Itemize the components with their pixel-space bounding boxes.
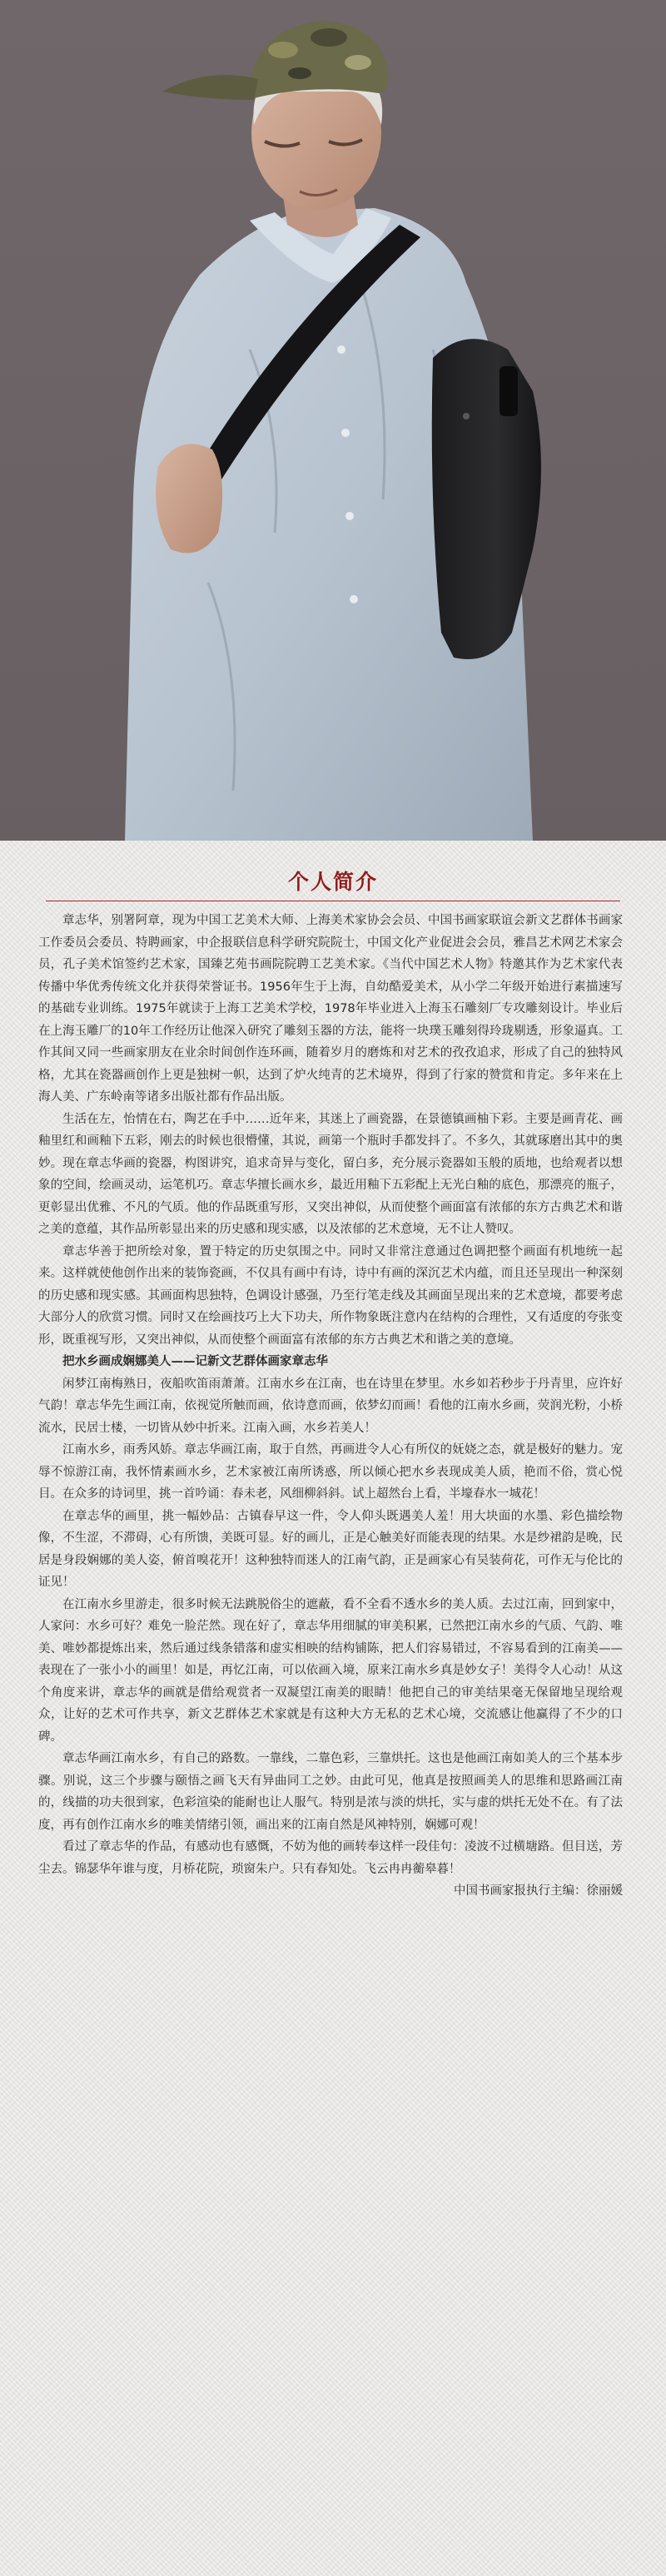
author-signature: 中国书画家报执行主编：徐丽媛 <box>454 1884 623 1898</box>
article-subtitle: 把水乡画成娴娜美人——记新文艺群体画家章志华 <box>62 1355 328 1368</box>
portrait-photo <box>0 0 666 841</box>
article-paragraph: 闲梦江南梅熟日，夜船吹笛雨萧萧。江南水乡在江南，也在诗里在梦里。水乡如若秒步于丹青里，应许好气韵！章志华先生画江南，依视觉所触而画，依诗意而画，依梦幻而画！看他的江南水乡画，荧润光粉，小桥流水，民居士楼，一切皆从妙中折来。江南入画，水乡若美人！ <box>38 1377 623 1435</box>
article-paragraph: 在江南水乡里游走，很多时候无法跳脱俗尘的遮蔽，看不全看不透水乡的美人质。去过江南，回到家中，人家问：水乡可好？难免一脸茫然。现在好了，章志华用细腻的审美积累，已然把江南水乡的气质、气韵、唯美、唯妙都提炼出来，然后通过线条错落和虚实相映的结构铺陈，把人们容易错过，不容易看到的江南美——表现在了一张小小的画里！如是，再忆江南，可以依画入境，原来江南水乡真是妙女子！美得令人心动！从这个角度来讲，章志华的画就是借给观赏者一双凝望江南美的眼睛！他把自己的审美结果毫无保留地呈现给观众，让好的艺术可作共享，新文艺群体艺术家就是有这种大方无私的艺术心境，交流感让他赢得了不少的口碑。 <box>38 1597 623 1744</box>
article-paragraph: 在章志华的画里，挑一幅妙品：古镇春早这一件，令人仰头既遇美人羞！用大块面的水墨、彩色描绘物像，不生涩，不滞碍，心有所馈，美既可显。好的画儿，正是心触美好而能表现的结果。水是纱裙韵是晚，民居是身段娴娜的美人姿，俯首嗅花开！这种独特而迷人的江南气韵，正是画家心有吴装荷花，可作无与伦比的证见！ <box>38 1509 623 1589</box>
bio-paragraph: 章志华善于把所绘对象，置于特定的历史氛围之中。同时又非常注意通过色调把整个画面有机地统一起来。这样就使他创作出来的装饰瓷画，不仅具有画中有诗，诗中有画的深沉艺术内蕴，而且还呈现出一种深刻的历史感和现实感。其画面构思独特，色调设计感强，乃至行笔走线及其画面呈现出来的艺术意境，都要考虑大部分人的欣赏习惯。同时又在绘画技巧上大下功夫，所作物象既注意内在结构的合理性，又有适度的夸张变形，既重视写形，又突出神似，从而使整个画面富有浓郁的东方古典艺术和谐之美的意境。 <box>38 1244 623 1347</box>
article-paragraph: 江南水乡，雨秀风娇。章志华画江南，取于自然，再画进令人心有所仪的妩娆之态，就是极好的魅力。宠辱不惊游江南，我怀情素画水乡，艺术家被江南所诱惑，所以倾心把水乡表现成美人质，艳而不俗，赏心悦目。在众多的诗词里，挑一首吟诵：春未老，风细柳斜斜。试上超然台上看，半壕春水一城花！ <box>38 1443 623 1501</box>
article-paragraph: 章志华画江南水乡，有自己的路数。一靠线，二靠色彩，三靠烘托。这也是他画江南如美人的三个基本步骤。别说，这三个步骤与颐悟之画飞天有异曲同工之妙。由此可见，他真是按照画美人的思维和思路画江南的，线描的功夫很到家，色彩渲染的能耐也让人服气。特别是浓与淡的烘托，实与虚的烘托无处不在。有了法度，再有创作江南水乡的唯美情绪引领，画出来的江南自然是风神特别，娴娜可观！ <box>38 1752 623 1832</box>
bio-paragraph: 生活在左，怡情在右，陶艺在手中……近年来，其迷上了画瓷器，在景德镇画柚下彩。主要是画青花、画釉里红和画釉下五彩，刚去的时候也很懵懂，其说，画第一个瓶时手都发抖了。不多久，其就琢磨出其中的奥妙。现在章志华画的瓷器，构图讲究，追求奇异与变化，留白多，充分展示瓷器如玉般的质地，也给观者以想象的空间，绘画灵动，运笔机巧。章志华擅长画水乡，最近用釉下五彩配上无光白釉的底色，那漂亮的瓶子，更彰显出优雅、不凡的气质。他的作品既重写形，又突出神似，从而使整个画面富有浓郁的东方古典艺术和谐之美的意蕴，其作品所彰显出来的历史感和现实感，以及浓郁的艺术意境，无不让人赞叹。 <box>38 1112 623 1236</box>
bio-paragraph: 章志华，别署阿章，现为中国工艺美术大师、上海美术家协会会员、中国书画家联谊会新文艺群体书画家工作委员会委员、特聘画家，中企报联信息科学研究院院士，中国文化产业促进会会员，雅昌艺术网艺术家会员，孔子美术馆签约艺术家，国臻艺苑书画院院聘工艺美术家。《当代中国艺术人物》特邀其作为艺术家代表传播中华优秀传统文化并获得荣誉证书。1956年生于上海，自幼酷爱美术，从小学二年级开始进行素描速写的基础专业训练。1975年就读于上海工艺美术学校，1978年毕业进入上海玉石雕刻厂专攻雕刻设计。毕业后在上海玉雕厂的10年工作经历让他深入研究了雕刻玉器的方法，能将一块璞玉雕刻得玲珑剔透，形象逼真。工作其间又同一些画家朋友在业余时间创作连环画，随着岁月的磨炼和对艺术的孜孜追求，形成了自己的独特风格，尤其在瓷器画创作上更是独树一帜，达到了炉火纯青的艺术境界，得到了行家的赞赏和肯定。多年来在上海人美、广东岭南等诸多出版社都有作品出版。 <box>38 914 623 1104</box>
article-paragraph: 看过了章志华的作品，有感动也有感慨，不妨为他的画转奉这样一段佳句：凌波不过横塘路。但目送，芳尘去。锦瑟华年谁与度，月桥花院，琐窗朱户。只有春知处。飞云冉冉蘅皋暮！ <box>38 1840 623 1876</box>
article-body <box>38 910 623 1903</box>
page-title: 个人简介 <box>287 870 378 894</box>
